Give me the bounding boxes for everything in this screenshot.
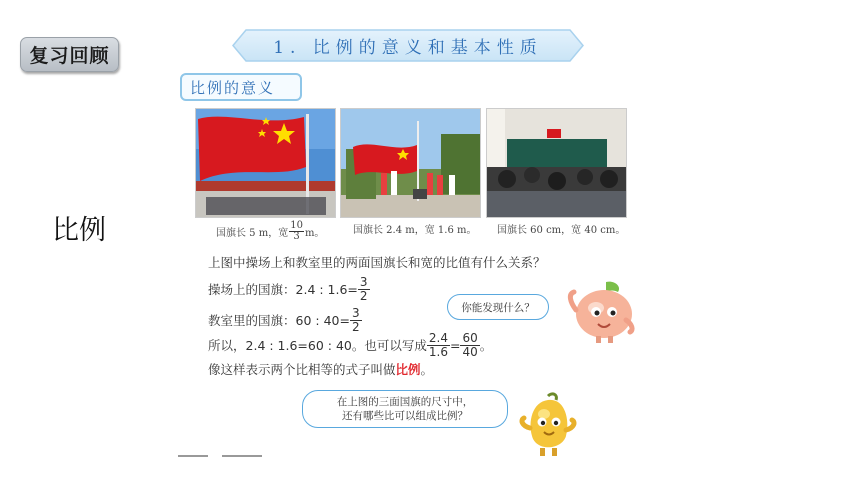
classroom-frac-den: 2 bbox=[351, 319, 360, 334]
speech-bubble-2 bbox=[302, 390, 508, 428]
caption-photo-3: 国旗长 60 cm，宽 40 cm。 bbox=[497, 225, 626, 236]
footer-divider-2 bbox=[222, 455, 262, 457]
speech-bubble-2-line-2: 还有哪些比可以组成比例？ bbox=[342, 410, 468, 422]
caption-1-frac-num: 10 bbox=[290, 220, 303, 231]
playground-label: 操场上的国旗： bbox=[208, 282, 296, 298]
conclusion-equals: = bbox=[450, 337, 461, 353]
footer-divider-1 bbox=[178, 455, 208, 457]
peach-character bbox=[566, 280, 638, 348]
photo-classroom bbox=[486, 108, 627, 218]
playground-frac-den: 2 bbox=[359, 288, 368, 303]
classroom-ratio-line bbox=[208, 307, 362, 333]
playground-frac-num: 3 bbox=[359, 275, 368, 289]
definition-line bbox=[208, 360, 433, 378]
conclusion-line bbox=[208, 332, 492, 358]
caption-photo-1 bbox=[216, 221, 324, 242]
conclusion-prefix: 所以， bbox=[208, 338, 246, 354]
definition-text: 像这样表示两个比相等的式子叫做 bbox=[208, 362, 396, 377]
conclusion-f2-num: 60 bbox=[462, 331, 478, 345]
speech-bubble-1 bbox=[447, 294, 549, 320]
lesson-title-banner bbox=[232, 29, 584, 62]
definition-end: 。 bbox=[420, 362, 434, 377]
playground-ratio-line bbox=[208, 276, 370, 302]
playground-fraction bbox=[358, 276, 370, 302]
classroom-label: 教室里的国旗： bbox=[208, 313, 296, 329]
speech-bubble-1-text: 你能发现什么？ bbox=[461, 301, 535, 314]
caption-1-frac-den: 3 bbox=[293, 231, 300, 242]
conclusion-mid: 。也可以写成 bbox=[351, 338, 427, 354]
caption-1-suffix: m。 bbox=[304, 228, 325, 239]
conclusion-expr: 2.4 : 1.6=60 : 40 bbox=[245, 337, 352, 353]
photo-playground-flag bbox=[195, 108, 336, 218]
conclusion-fraction-1 bbox=[427, 332, 450, 358]
side-label: 比例 bbox=[52, 215, 106, 246]
section-tag-label: 比例的意义 bbox=[190, 78, 276, 97]
conclusion-f2-den: 40 bbox=[462, 344, 478, 359]
conclusion-f1-den: 1.6 bbox=[428, 344, 448, 359]
review-badge: 复习回顾 bbox=[20, 37, 119, 72]
caption-photo-2: 国旗长 2.4 m，宽 1.6 m。 bbox=[353, 225, 477, 236]
conclusion-fraction-2 bbox=[460, 332, 479, 358]
definition-term: 比例 bbox=[395, 362, 421, 377]
caption-1-fraction bbox=[289, 221, 304, 242]
caption-1-prefix: 国旗长 5 m，宽 bbox=[216, 228, 289, 239]
photo-flag-raising bbox=[340, 108, 481, 218]
section-tag bbox=[180, 73, 302, 101]
conclusion-f1-num: 2.4 bbox=[428, 331, 448, 345]
playground-expr: 2.4 : 1.6= bbox=[295, 281, 358, 297]
classroom-expr: 60 : 40= bbox=[295, 312, 350, 328]
speech-bubble-2-line-1: 在上图的三面国旗的尺寸中， bbox=[336, 395, 474, 408]
classroom-fraction bbox=[350, 307, 362, 333]
question-text: 上图中操场上和教室里的两面国旗长和宽的比值有什么关系？ bbox=[208, 255, 546, 270]
lesson-title: 1. 比例的意义和基本性质 bbox=[273, 38, 543, 58]
mango-character bbox=[518, 392, 578, 462]
conclusion-end: 。 bbox=[479, 338, 493, 354]
classroom-frac-num: 3 bbox=[351, 306, 360, 320]
